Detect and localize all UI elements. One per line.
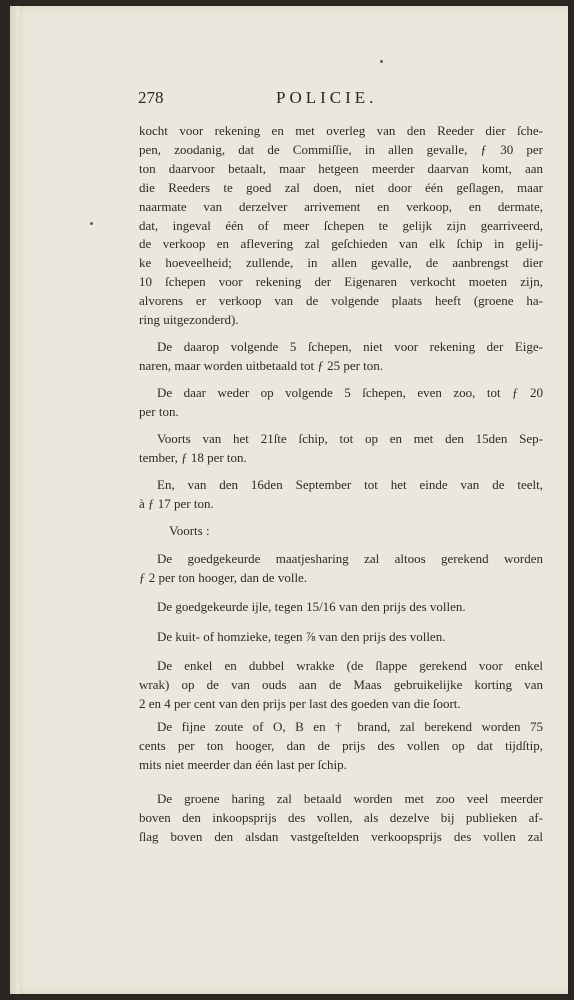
paragraph-4 [139,430,543,468]
paragraph-2 [139,338,543,376]
paragraph-3 [139,384,543,422]
text-line: ton daarvoor betaalt, maar hetgeen meerder daarvan komt, aan [139,160,543,176]
paragraph-1 [139,122,543,330]
paper-speck [380,60,383,63]
paragraph-5 [139,476,543,514]
paragraph-6 [139,522,543,541]
text-line: De daarop volgende 5 ſchepen, niet voor rekening der Eige- [157,339,543,354]
text-line: De goedgekeurde maatjesharing zal altoos gerekend worden [157,551,543,566]
text-line: De enkel en dubbel wrakke (de ſlappe gerekend voor enkel [157,658,543,673]
paragraph-12 [139,790,543,847]
text-line: ſlag boven den alsdan vastgeſtelden verkoopsprijs des vollen zal [139,828,543,844]
text-line: En, van den 16den September tot het einde van de teelt, [157,477,543,492]
text-line: die Reeders te goed zal doen, niet door één geſlagen, maar [139,179,543,195]
text-line: kocht voor rekening en met overleg van den Reeder dier ſche- [139,123,543,138]
text-line: ring uitgezonderd). [139,312,239,328]
text-line: cents per ton hooger, dan de prijs des vollen op dat tijdſtip, [139,737,543,753]
paragraph-7 [139,550,543,588]
text-line: tember, ƒ 18 per ton. [139,449,247,465]
running-title: POLICIE. [276,88,378,107]
text-line: à ƒ 17 per ton. [139,495,214,511]
text-line: 10 ſchepen voor rekening der Eigenaren verkocht moeten zijn, [139,274,543,290]
text-line: de verkoop en aflevering zal geſchieden van elk ſchip in gelij- [139,236,543,252]
paper-speck [90,222,93,225]
text-line: Voorts van het 21ſte ſchip, tot op en met den 15den Sep- [157,431,543,446]
paragraph-11 [139,718,543,775]
text-line: mits niet meerder dan één last per ſchip. [139,756,347,772]
page-gutter [10,6,19,994]
page-number: 278 [138,88,164,107]
text-line: alvorens er verkoop van de volgende plaats heeft (groene ha- [139,293,543,309]
paragraph-10 [139,657,543,714]
text-line: ke hoeveelheid; zullende, in allen gevalle, de aanbrengst dier [139,255,543,271]
text-line: naarmate van derzelver arrivement en verkoop, en dermate, [139,198,543,214]
text-line: De fijne zoute of O, B en † brand, zal berekend worden 75 [157,719,543,734]
text-line: Voorts : [169,523,210,538]
text-line: De kuit- of homzieke, tegen ⅞ van den prijs des vollen. [157,629,446,644]
text-line: naren, maar worden uitbetaald tot ƒ 25 per ton. [139,357,384,373]
text-line: pen, zoodanig, dat de Commiſſie, in allen gevalle, ƒ 30 per [139,141,543,157]
text-line: De daar weder op volgende 5 ſchepen, even zoo, tot ƒ 20 [157,385,543,400]
paragraph-8 [139,598,543,617]
text-line: dat, ingeval één of meer ſchepen te gelijk zijn gearriveerd, [139,217,543,233]
text-line: boven den inkoopsprijs des vollen, als dezelve bij publieken af- [139,809,543,825]
paragraph-9 [139,628,543,647]
text-line: per ton. [139,403,179,419]
text-line: wrak) op de van ouds aan de Maas gebruikelijke korting van [139,676,543,692]
page-header [138,88,543,112]
text-line: De groene haring zal betaald worden met zoo veel meerder [157,791,543,806]
text-line: ƒ 2 per ton hooger, dan de volle. [139,569,308,585]
text-line: 2 en 4 per cent van den prijs per last des goeden van die ſoort. [139,695,461,711]
text-line: De goedgekeurde ijle, tegen 15/16 van den prijs des vollen. [157,599,466,614]
